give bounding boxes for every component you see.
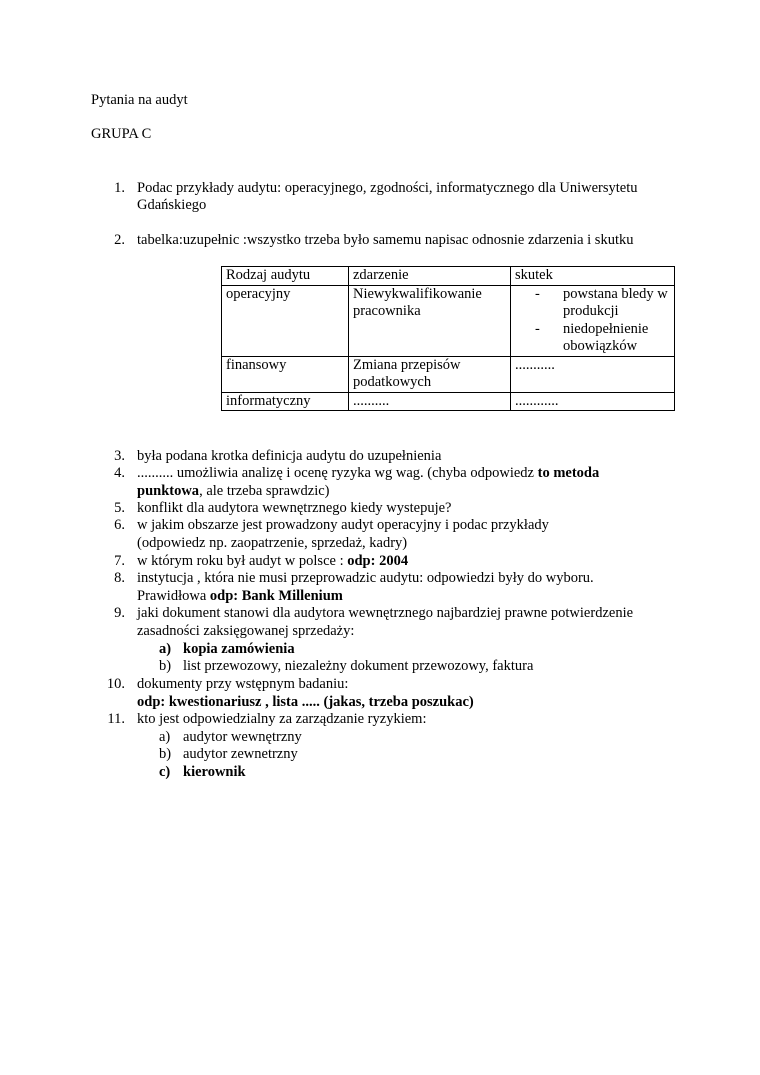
option-letter: a): [159, 641, 172, 657]
question-text: Podac przykłady audytu: operacyjnego, zgodności, informatycznego dla Uniwersytetu: [137, 180, 638, 196]
dash-marker: -: [535, 285, 540, 302]
question-text-part: w którym roku był audyt w polsce :: [137, 553, 348, 569]
option-text: kopia zamówienia: [183, 641, 295, 657]
question-text-part: .......... umożliwia analizę i ocenę ryzyka wg wag. (chyba odpowiedz: [137, 465, 538, 481]
option-text: kierownik: [183, 764, 246, 780]
item-number: 10.: [106, 676, 125, 692]
effect-text: powstana bledy w produkcji: [563, 285, 668, 319]
group-label: GRUPA C: [91, 126, 152, 142]
option-text: audytor zewnetrzny: [183, 746, 298, 762]
question-text: jaki dokument stanowi dla audytora wewnętrznego najbardziej prawne potwierdzenie: [137, 605, 634, 621]
audit-table: [221, 266, 675, 411]
option-letter: a): [159, 729, 171, 745]
answer-text: odp: Bank Millenium: [209, 588, 343, 604]
question-text: w jakim obszarze jest prowadzony audyt operacyjny i podac przykłady: [137, 517, 549, 533]
list-item: [515, 286, 670, 321]
table-header-row: [222, 267, 675, 286]
table-cell: ............: [511, 392, 675, 411]
list-item: [515, 321, 670, 356]
question-text: była podana krotka definicja audytu do uzupełnienia: [137, 448, 442, 464]
table-cell: ..........: [349, 392, 511, 411]
answer-text: to metoda: [537, 465, 600, 481]
question-text: kto jest odpowiedzialny za zarządzanie ryzykiem:: [137, 711, 427, 727]
item-number: 9.: [114, 605, 125, 621]
table-cell: [511, 285, 675, 356]
question-text: dokumenty przy wstępnym badaniu:: [137, 676, 349, 692]
table-cell: finansowy: [222, 356, 349, 392]
option-letter: b): [159, 658, 172, 674]
item-number: 8.: [114, 570, 125, 586]
option-letter: b): [159, 746, 172, 762]
question-text-part: , ale trzeba sprawdzic): [199, 483, 330, 499]
item-number: 5.: [114, 500, 125, 516]
table-header-cell: skutek: [511, 267, 675, 286]
document-title: Pytania na audyt: [91, 92, 188, 108]
option-letter: c): [159, 764, 171, 780]
table-header-cell: Rodzaj audytu: [222, 267, 349, 286]
question-text: (odpowiedz np. zaopatrzenie, sprzedaż, kadry): [137, 535, 408, 551]
table-cell: Niewykwalifikowanie pracownika: [349, 285, 511, 356]
effect-text: niedopełnienie obowiązków: [563, 320, 649, 354]
question-text: Gdańskiego: [137, 197, 207, 213]
question-text: [137, 553, 408, 571]
question-text: konflikt dla audytora wewnętrznego kiedy wystepuje?: [137, 500, 452, 516]
question-text: instytucja , która nie musi przeprowadzic audytu: odpowiedzi były do wyboru.: [137, 570, 594, 586]
question-text: [137, 588, 343, 606]
answer-text: odp: 2004: [347, 553, 409, 569]
table-row: [222, 285, 675, 356]
table-header-cell: zdarzenie: [349, 267, 511, 286]
item-number: 6.: [114, 517, 125, 533]
item-number: 1.: [114, 180, 125, 196]
option-text: list przewozowy, niezależny dokument przewozowy, faktura: [183, 658, 534, 674]
item-number: 11.: [107, 711, 125, 727]
question-text: [137, 483, 330, 501]
item-number: 7.: [114, 553, 125, 569]
table-cell: informatyczny: [222, 392, 349, 411]
item-number: 2.: [114, 232, 125, 248]
question-text: tabelka:uzupełnic :wszystko trzeba było samemu napisac odnosnie zdarzenia i skutku: [137, 232, 634, 248]
table-row: [222, 356, 675, 392]
question-text: zasadności zaksięgowanej sprzedaży:: [137, 623, 355, 639]
item-number: 3.: [114, 448, 125, 464]
table-row: [222, 392, 675, 411]
table-cell: operacyjny: [222, 285, 349, 356]
question-text-part: Prawidłowa: [137, 588, 210, 604]
question-text: [137, 465, 599, 483]
dash-marker: -: [535, 320, 540, 337]
table-cell: ...........: [511, 356, 675, 392]
answer-text: punktowa: [137, 483, 200, 499]
item-number: 4.: [114, 465, 125, 481]
table-cell: Zmiana przepisów podatkowych: [349, 356, 511, 392]
answer-text: odp: kwestionariusz , lista ..... (jakas, trzeba poszukac): [137, 694, 474, 710]
option-text: audytor wewnętrzny: [183, 729, 302, 745]
